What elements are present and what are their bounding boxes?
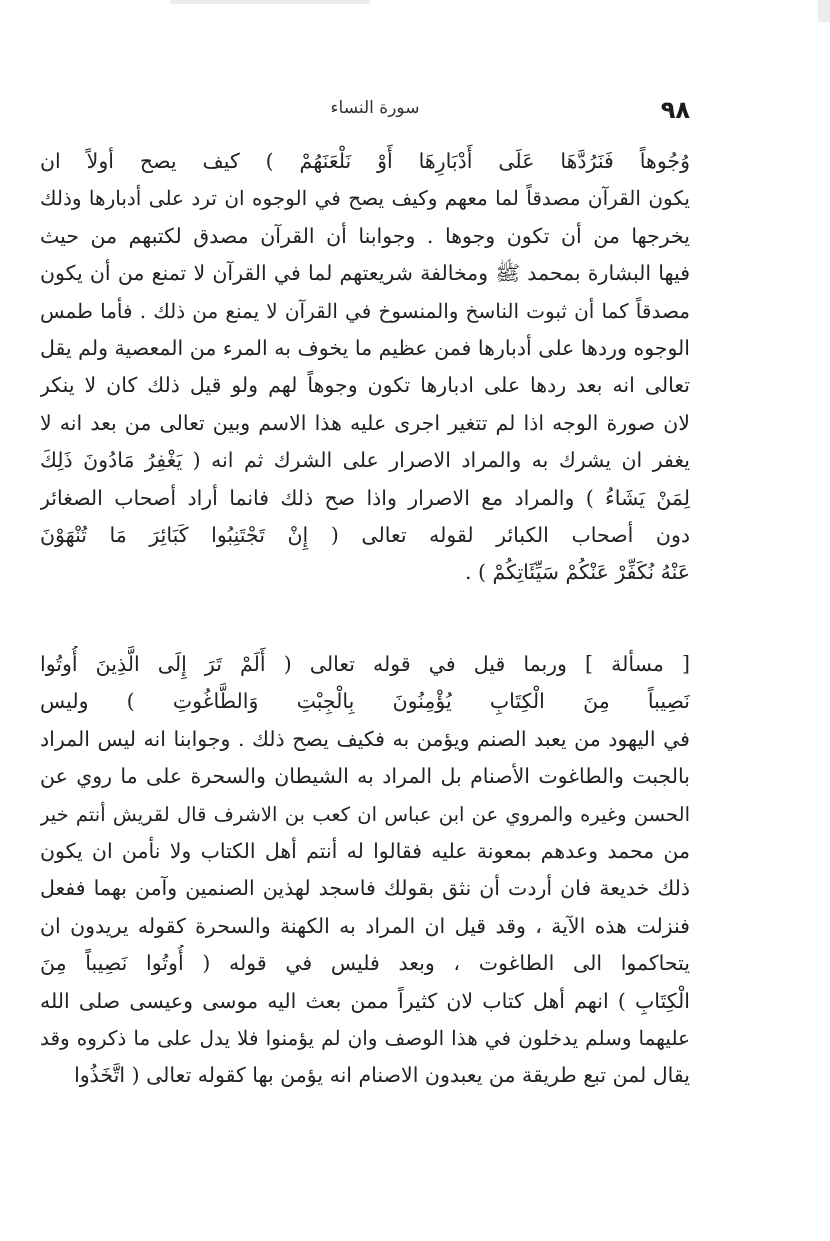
text-line: الوجوه وردها على أدبارها فمن عظيم ما يخوف به المرء من المعصية ولم يقل bbox=[40, 335, 690, 360]
text-line: ذلك خديعة فان أردت أن نثق بقولك فاسجد لهذين الصنمين وآمن بهما ففعل bbox=[40, 876, 690, 901]
text-line: الحسن وغيره والمروي عن ابن عباس ان كعب بن الاشرف قال لقريش أنتم خير bbox=[40, 802, 690, 826]
text-line: دون أصحاب الكبائر لقوله تعالى ( إِنْ تَجْتَنِبُوا كَبَائِرَ مَا تُنْهَوْنَ bbox=[40, 522, 690, 547]
scan-edge-mark-right bbox=[818, 0, 830, 22]
text-line: لِمَنْ يَشَاءُ ) والمراد مع الاصرار واذا صح ذلك فانما أراد أصحاب الصغائر bbox=[40, 485, 690, 510]
text-line: عَنْهُ نُكَفِّرْ عَنْكُمْ سَيِّئَاتِكُمْ ) . bbox=[464, 560, 690, 585]
scan-edge-mark-top bbox=[170, 0, 370, 4]
page-number: ٩٨ bbox=[660, 96, 690, 124]
text-line: من محمد وعدهم بمعونة عليه فقالوا له أنتم أهل الكتاب ولا نأمن ان يكون bbox=[40, 838, 690, 863]
text-line: مصدقاً كما أن ثبوت الناسخ والمنسوخ في القرآن لا يمنع من ذلك . فأما طمس bbox=[40, 298, 690, 323]
text-line: في اليهود من يعبد الصنم ويؤمن به فكيف يصح ذلك . وجوابنا انه ليس المراد bbox=[40, 726, 690, 751]
text-line: نَصِيباً مِنَ الْكِتَابِ يُؤْمِنُونَ بِالْجِبْتِ وَالطَّاغُوتِ ) وليس bbox=[40, 689, 690, 714]
text-line: يغفر ان يشرك به والمراد الاصرار على الشرك ثم انه ( يَغْفِرُ مَادُونَ ذَلِكَ bbox=[40, 448, 690, 473]
text-line: بالجبت والطاغوت الأصنام بل المراد به الشيطان والسحرة على ما روي عن bbox=[40, 764, 690, 789]
text-line: عليهما وسلم يدخلون في هذا الوصف وان لم يؤمنوا فلا يدل على ما ذكروه وقد bbox=[40, 1025, 690, 1050]
paragraph-masala bbox=[40, 646, 690, 1095]
text-line: تعالى انه بعد ردها على ادبارها تكون وجوهاً لهم ولو قيل ذلك كان لا ينكر bbox=[40, 373, 690, 398]
text-line: الْكِتَابِ ) انهم أهل كتاب لان كثيراً ممن بعث اليه موسى وعيسى صلى الله bbox=[40, 988, 690, 1013]
text-line: يقال لمن تبع طريقة من يعبدون الاصنام انه يؤمن بها كقوله تعالى ( اتَّخَذُوا bbox=[74, 1063, 690, 1088]
text-line: يخرجها من أن تكون وجوها . وجوابنا أن القرآن مصدق لكتبهم من حيث bbox=[40, 223, 690, 248]
running-title: سورة النساء bbox=[330, 98, 420, 118]
text-line: فنزلت هذه الآية ، وقد قيل ان المراد به الكهنة والسحرة كقوله يريدون ان bbox=[40, 913, 690, 938]
paragraph bbox=[40, 143, 690, 592]
page-header bbox=[60, 90, 690, 130]
text-line: يتحاكموا الى الطاغوت ، وبعد فليس في قوله ( أُوتُوا نَصِيباً مِنَ bbox=[40, 951, 690, 976]
text-line: وُجُوهاً فَنَرُدَّهَا عَلَى أَدْبَارِهَا أَوْ نَلْعَنَهُمْ ) كيف يصح أولاً ان bbox=[40, 149, 690, 173]
text-line: يكون القرآن مصدقاً لما معهم وكيف يصح في الوجوه ان ترد على أدبارها وذلك bbox=[40, 186, 690, 211]
text-line: لان صورة الوجه اذا لم تتغير اجرى عليه هذا الاسم وبين تعالى من بعد انه لا bbox=[40, 410, 690, 435]
text-line: فيها البشارة بمحمد ﷺ ومخالفة شريعتهم لما في القرآن لا تمنع من أن يكون bbox=[40, 261, 690, 286]
text-line: [ مسألة ] وربما قيل في قوله تعالى ( أَلَمْ تَرَ إِلَى الَّذِينَ أُوتُوا bbox=[40, 652, 690, 676]
